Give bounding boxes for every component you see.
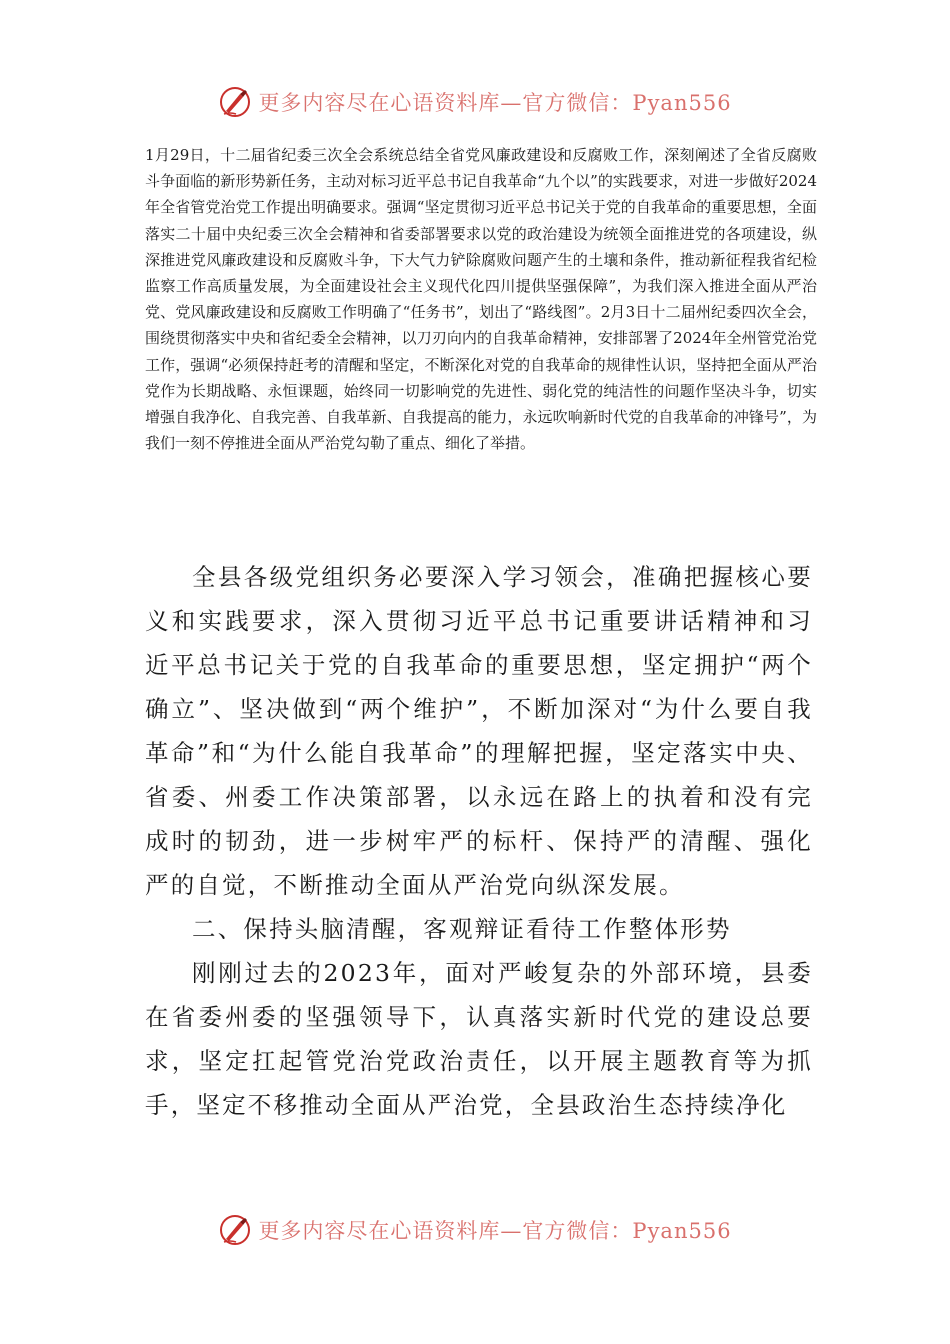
quill-pen-logo-icon [218, 85, 252, 119]
header-watermark [0, 82, 950, 122]
footer-watermark [0, 1210, 950, 1250]
watermark-text: 更多内容尽在心语资料库—官方微信：Pyan556 [258, 91, 732, 115]
body-paragraph-2: 刚刚过去的2023年，面对严峻复杂的外部环境，县委在省委州委的坚强领导下，认真落实新时代党的建设总要求，坚定扛起管党治党政治责任，以开展主题教育等为抓手，坚定不移推动全面从严治党，全县政治生态持续净化 [145, 959, 813, 1119]
main-body [145, 555, 813, 1127]
section-heading: 二、保持头脑清醒，客观辩证看待工作整体形势 [192, 915, 732, 943]
quill-pen-logo-icon [218, 1213, 252, 1247]
intro-paragraph: 1月29日，十二届省纪委三次全会系统总结全省党风廉政建设和反腐败工作，深刻阐述了全省反腐败斗争面临的新形势新任务，主动对标习近平总书记自我革命“九个以”的实践要求，对进一步做好2024年全省管党治党工作提出明确要求。强调“坚定贯彻习近平总书记关于党的自我革命的重要思想，全面落实二十届中央纪委三次全会精神和省委部署要求以党的政治建设为统领全面推进党的各项建设，纵深推进党风廉政建设和反腐败斗争，下大气力铲除腐败问题产生的土壤和条件，推动新征程我省纪检监察工作高质量发展，为全面建设社会主义现代化四川提供坚强保障”，为我们深入推进全面从严治党、党风廉政建设和反腐败工作明确了“任务书”，划出了“路线图”。2月3日十二届州纪委四次全会，围绕贯彻落实中央和省纪委全会精神，以刀刃向内的自我革命精神，安排部署了2024年全州管党治党工作，强调“必须保持赶考的清醒和坚定，不断深化对党的自我革命的规律性认识，坚持把全面从严治党作为长期战略、永恒课题，始终同一切影响党的先进性、弱化党的纯洁性的问题作坚决斗争，切实增强自我净化、自我完善、自我革新、自我提高的能力，永远吹响新时代党的自我革命的冲锋号”，为我们一刻不停推进全面从严治党勾勒了重点、细化了举措。 [145, 146, 817, 453]
watermark-text: 更多内容尽在心语资料库—官方微信：Pyan556 [258, 1219, 732, 1243]
body-paragraph-1: 全县各级党组织务必要深入学习领会，准确把握核心要义和实践要求，深入贯彻习近平总书记重要讲话精神和习近平总书记关于党的自我革命的重要思想，坚定拥护“两个确立”、坚决做到“两个维护”，不断加深对“为什么要自我革命”和“为什么能自我革命”的理解把握，坚定落实中央、省委、州委工作决策部署，以永远在路上的执着和没有完成时的韧劲，进一步树牢严的标杆、保持严的清醒、强化严的自觉，不断推动全面从严治党向纵深发展。 [145, 563, 813, 899]
